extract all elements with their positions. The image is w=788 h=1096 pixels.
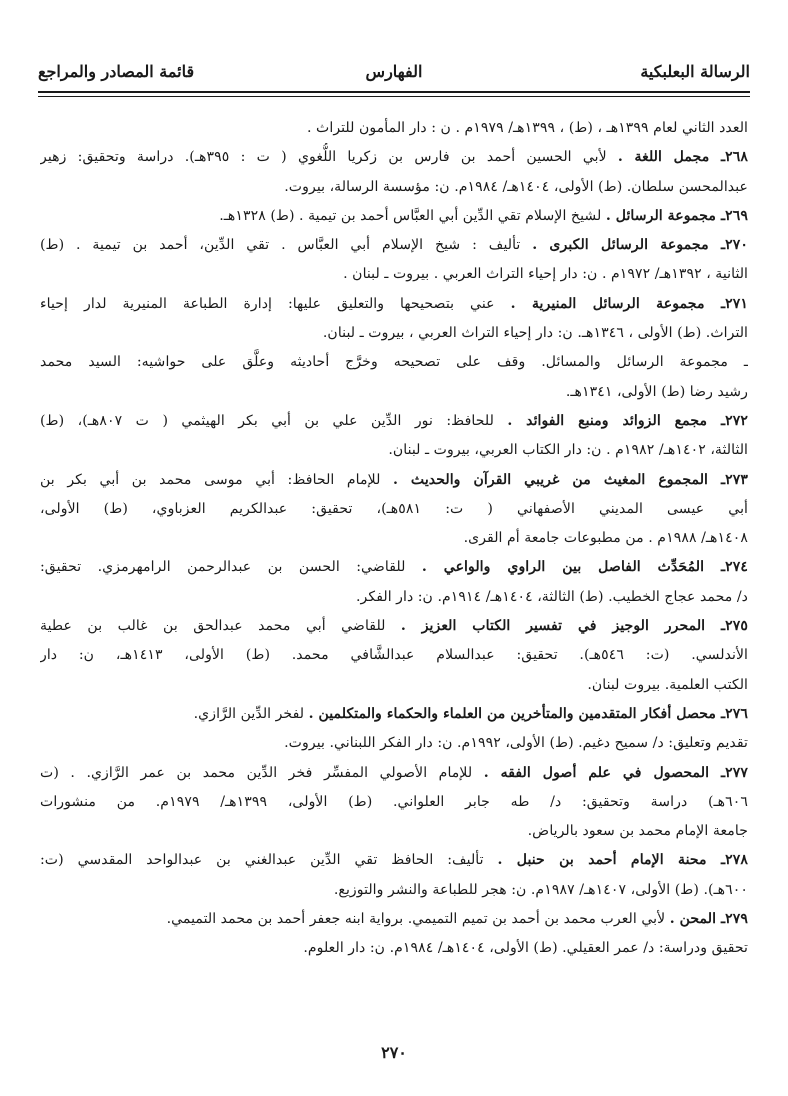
text-line [40,934,748,963]
entry-text: د/ محمد عجاج الخطيب. (ط) الثالثة، ١٤٠٤هـ/ ١٩١٤م. ن: دار الفكر. [356,588,748,605]
entry-text: رشيد رضا (ط) الأولى، ١٣٤١هـ. [565,383,748,400]
header-book-title: الرسالة البعلبكية [640,62,750,81]
text-line [40,378,748,407]
text-line [40,729,748,758]
entry-text: للقاضي: الحسن بن عبدالرحمن الرامهرمزي. تحقيق: [40,559,422,576]
text-line [40,319,748,348]
text-line [40,553,748,582]
entry-title: ٢٦٩ـ مجموعة الرسائل . [605,207,748,224]
text-line [40,524,748,553]
header-section-title: الفهارس [365,62,423,81]
entry-text: ٦٠٠هـ). (ط) الأولى، ١٤٠٧هـ/ ١٩٨٧م. ن: هجر للطباعة والنشر والتوزيع. [333,881,748,898]
text-line [40,202,748,231]
entry-title: ٢٧٥ـ المحرر الوجيز في تفسير الكتاب العزيز . [400,618,748,635]
entry-text: لشيخ الإسلام تقي الدِّين أبي العبَّاس أحمد بن تيمية . (ط) ١٣٢٨هـ. [219,207,606,224]
entry-text: أبي عيسى المديني الأصفهاني ( ت: ٥٨١هـ)، تحقيق: عبدالكريم العزباوي، (ط) الأولى، [40,500,748,517]
entry-text: جامعة الإمام محمد بن سعود بالرياض. [527,823,748,840]
running-header [38,58,750,88]
entry-text: عبدالمحسن سلطان. (ط) الأولى، ١٤٠٤هـ/ ١٩٨٤م. ن: مؤسسة الرسالة، بيروت. [284,178,748,195]
entry-text: الكتب العلمية. بيروت لبنان. [587,676,748,693]
text-line [40,348,748,377]
entry-title: ٢٧٧ـ المحصول في علم أصول الفقه . [483,764,748,781]
text-line [40,114,748,143]
entry-text: ـ مجموعة الرسائل والمسائل. وقف على تصحيحه وخرَّج أحاديثه وعلَّق على حواشيه: السيد محمد [40,354,748,371]
entry-text: تقديم وتعليق: د/ سميح دغيم. (ط) الأولى، ١٩٩٢م. ن: دار الفكر اللبناني. بيروت. [284,735,748,752]
bibliography-list [40,114,748,964]
entry-text: التراث. (ط) الأولى ، ١٣٤٦هـ. ن: دار إحياء التراث العربي ، بيروت ـ لبنان. [322,325,748,342]
text-line [40,759,748,788]
text-line [40,495,748,524]
text-line [40,436,748,465]
entry-text: لأبي العرب محمد بن أحمد بن تميم التميمي. برواية ابنه جعفر أحمد بن محمد التميمي. [166,911,670,928]
entry-text: تأليف: الحافظ تقي الدِّين عبدالغني بن عبدالواحد المقدسي (ت: [40,852,498,869]
entry-text: الثانية ، ١٣٩٢هـ/ ١٩٧٢م . ن: دار إحياء التراث العربي . بيروت ـ لبنان . [343,266,748,283]
text-line [40,641,748,670]
entry-title: ٢٦٨ـ مجمل اللغة . [617,149,748,166]
text-line [40,905,748,934]
text-line [40,846,748,875]
entry-title: ٢٧٩ـ المحن . [669,911,748,928]
entry-text: الأندلسي. (ت: ٥٤٦هـ). تحقيق: عبدالسلام عبدالشَّافي محمد. (ط) الأولى، ١٤١٣هـ، ن: دار [40,647,748,664]
entry-title: ٢٧٦ـ محصل أفكار المتقدمين والمتأخرين من العلماء والحكماء والمتكلمين . [308,705,748,722]
text-line [40,876,748,905]
header-rule-thin [38,96,750,97]
entry-title: ٢٧١ـ مجموعة الرسائل المنيرية . [510,295,748,312]
entry-text: العدد الثاني لعام ١٣٩٩هـ ، (ط) ، ١٣٩٩هـ/ ١٩٧٩م . ن : دار المأمون للتراث . [307,120,748,136]
text-line [40,700,748,729]
entry-title: ٢٧٠ـ مجموعة الرسائل الكبرى . [532,237,748,254]
entry-text: لفخر الدِّين الرَّازي. [193,705,309,722]
entry-text: عني بتصحيحها والتعليق عليها: إدارة الطباعة المنيرية لدار إحياء [40,295,511,312]
entry-text: للقاضي أبي محمد عبدالحق بن غالب بن عطية [40,618,401,635]
text-line [40,671,748,700]
entry-text: لأبي الحسين أحمد بن فارس بن زكريا اللُّغوي ( ت : ٣٩٥هـ). دراسة وتحقيق: زهير [40,149,618,166]
entry-title: ٢٧٨ـ محنة الإمام أحمد بن حنبل . [497,852,748,869]
text-line [40,173,748,202]
entry-text: للحافظ: نور الدِّين علي بن أبي بكر الهيثمي ( ت ٨٠٧هـ)، (ط) [40,412,508,429]
page-number: ٢٧٠ [381,1043,407,1062]
text-line [40,231,748,260]
entry-text: ٦٠٦هـ) دراسة وتحقيق: د/ طه جابر العلواني. (ط) الأولى، ١٣٩٩هـ/ ١٩٧٩م. من منشورات [40,793,748,810]
text-line [40,583,748,612]
text-line [40,788,748,817]
header-chapter-title: قائمة المصادر والمراجع [38,62,195,81]
entry-title: ٢٧٤ـ المُحَدِّث الفاصل بين الراوي والواعي . [421,559,748,576]
entry-title: ٢٧٣ـ المجموع المغيث من غريبي القرآن والحديث . [392,471,748,488]
entry-title: ٢٧٢ـ مجمع الزوائد ومنبع الفوائد . [507,412,748,429]
entry-text: للإمام الأصولي المفسِّر فخر الدِّين محمد بن عمر الرَّازي. . (ت [40,764,484,781]
text-line [40,290,748,319]
entry-text: تأليف : شيخ الإسلام أبي العبَّاس . تقي الدِّين، أحمد بن تيمية . (ط) [40,237,533,254]
entry-text: ١٤٠٨هـ/ ١٩٨٨م . من مطبوعات جامعة أم القرى. [463,530,748,547]
entry-text: للإمام الحافظ: أبي موسى محمد بن أبي بكر بن [40,471,393,488]
text-line [40,143,748,172]
header-rule-thick [38,91,750,93]
text-line [40,817,748,846]
text-line [40,407,748,436]
text-line [40,612,748,641]
entry-text: تحقيق ودراسة: د/ عمر العقيلي. (ط) الأولى، ١٤٠٤هـ/ ١٩٨٤م. ن: دار العلوم. [303,940,748,957]
text-line [40,466,748,495]
text-line [40,260,748,289]
entry-text: الثالثة، ١٤٠٢هـ/ ١٩٨٢م . ن: دار الكتاب العربي، بيروت ـ لبنان. [388,442,748,459]
